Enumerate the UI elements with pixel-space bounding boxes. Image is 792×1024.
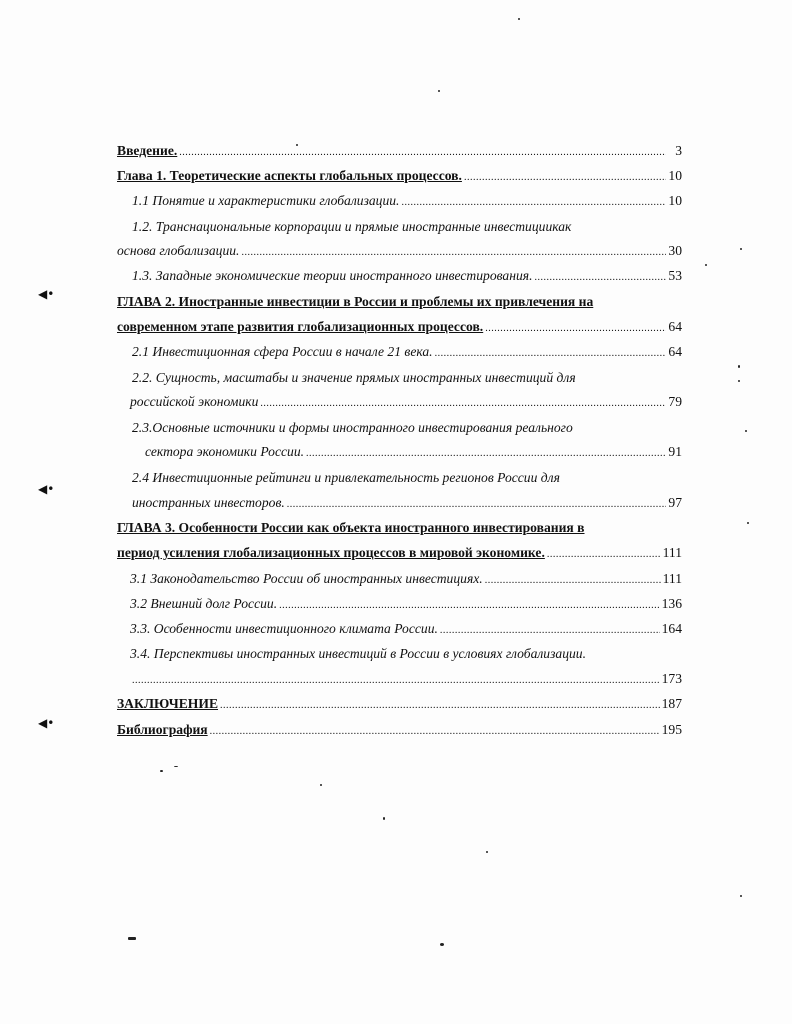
toc-page-number: 164 <box>661 621 682 636</box>
toc-page-number: 10 <box>668 168 682 183</box>
dot-leader <box>306 441 666 465</box>
toc-page-number: 111 <box>662 545 682 560</box>
toc-entry-label: Глава 1. Теоретические аспекты глобальных процессов. <box>117 168 462 183</box>
toc-entry-3-4-line1[interactable] <box>130 643 682 665</box>
dot-leader <box>485 568 661 592</box>
dot-leader <box>210 719 660 743</box>
scan-speck <box>320 784 322 786</box>
toc-page-number: 136 <box>661 596 682 611</box>
scan-speck <box>518 18 520 20</box>
toc-page-number: 97 <box>668 495 682 510</box>
dot-leader <box>401 190 666 214</box>
toc-entry-label: ГЛАВА 3. Особенности России как объекта иностранного инвестирования в <box>117 520 585 535</box>
toc-entry-label: период усиления глобализационных процессов в мировой экономике. <box>117 545 545 560</box>
dot-leader <box>287 492 666 516</box>
toc-entry-chapter-2-line1[interactable] <box>117 291 682 313</box>
toc-entry-3-2[interactable] <box>130 593 682 615</box>
scan-speck <box>160 770 163 772</box>
toc-entry-label: 3.3. Особенности инвестиционного климата России. <box>130 621 438 636</box>
toc-page-number: 64 <box>668 344 682 359</box>
toc-page-number: 30 <box>668 243 682 258</box>
scan-speck <box>705 264 707 266</box>
toc-entry-label: 1.1 Понятие и характеристики глобализации. <box>132 193 400 208</box>
dot-leader <box>220 693 660 717</box>
toc-entry-2-4-line1[interactable] <box>132 467 682 489</box>
toc-page-number: 91 <box>668 444 682 459</box>
dot-leader <box>440 618 660 642</box>
dot-leader <box>534 265 666 289</box>
scan-speck <box>383 817 385 820</box>
toc-entry-2-2-line1[interactable] <box>132 367 682 389</box>
toc-entry-label: 3.4. Перспективы иностранных инвестиций в России в условиях глобализации. <box>130 646 586 661</box>
toc-entry-label: основа глобализации. <box>117 243 240 258</box>
toc-entry-bibliography[interactable] <box>117 719 682 741</box>
toc-page-number: 79 <box>668 394 682 409</box>
scan-speck <box>128 937 136 940</box>
toc-entry-2-3-line2[interactable] <box>145 441 682 463</box>
dot-leader <box>132 668 660 692</box>
toc-entry-label: 2.3.Основные источники и формы иностранного инвестирования реального <box>132 420 573 435</box>
scan-speck <box>440 943 444 946</box>
toc-page-number: 53 <box>668 268 682 283</box>
dot-leader <box>241 240 666 264</box>
scan-speck <box>740 248 742 250</box>
toc-entry-3-3[interactable] <box>130 618 682 640</box>
toc-entry-label: 2.2. Сущность, масштабы и значение прямых иностранных инвестиций для <box>132 370 576 385</box>
toc-entry-2-1[interactable] <box>132 341 682 363</box>
scan-speck <box>486 851 488 853</box>
scan-speck <box>740 895 742 897</box>
dot-leader <box>547 542 661 566</box>
toc-entry-label: 1.3. Западные экономические теории иностранного инвестирования. <box>132 268 533 283</box>
toc-entry-label: современном этапе развития глобализационных процессов. <box>117 319 484 334</box>
toc-entry-label: сектора экономики России. <box>145 444 305 459</box>
dot-leader <box>464 165 666 189</box>
toc-entry-label: ГЛАВА 2. Иностранные инвестиции в России и проблемы их привлечения на <box>117 294 594 309</box>
toc-entry-label: Введение. <box>117 143 178 158</box>
dot-leader <box>485 316 666 340</box>
toc-entry-2-3-line1[interactable] <box>132 417 682 439</box>
toc-entry-label: 1.2. Транснациональные корпорации и прямые иностранные инвестициикак <box>132 219 572 234</box>
toc-entry-3-4-line2[interactable] <box>132 668 682 690</box>
scan-speck <box>738 380 740 382</box>
toc-page-number: 195 <box>661 722 682 737</box>
toc-entry-label: Библиография <box>117 722 208 737</box>
toc-entry-2-4-line2[interactable] <box>132 492 682 514</box>
dot-leader <box>260 391 666 415</box>
toc-page-number: 111 <box>662 571 682 586</box>
toc-entry-label: 3.2 Внешний долг России. <box>130 596 278 611</box>
dot-leader <box>435 341 666 365</box>
toc-page-number: 3 <box>675 143 682 158</box>
scan-speck <box>438 90 440 92</box>
toc-entry-1-2-line2[interactable] <box>117 240 682 262</box>
toc-page-number: 173 <box>661 671 682 686</box>
toc-entry-conclusion[interactable] <box>117 693 682 715</box>
toc-entry-chapter-3-line1[interactable] <box>117 517 682 539</box>
scan-speck <box>738 365 740 368</box>
toc-page-number: 187 <box>661 696 682 711</box>
toc-entry-1-1[interactable] <box>132 190 682 212</box>
dot-leader <box>179 140 666 164</box>
toc-entry-label: 2.1 Инвестиционная сфера России в начале 21 века. <box>132 344 433 359</box>
binder-hole-mark: ◀• <box>38 716 55 730</box>
scan-speck <box>174 766 178 767</box>
toc-entry-chapter-3-line2[interactable] <box>117 542 682 564</box>
toc-entry-label: ЗАКЛЮЧЕНИЕ <box>117 696 219 711</box>
scan-speck <box>747 522 749 524</box>
binder-hole-mark: ◀• <box>38 482 55 496</box>
toc-entry-3-1[interactable] <box>130 568 682 590</box>
toc-entry-chapter-1[interactable] <box>117 165 682 187</box>
toc-entry-label: российской экономики <box>130 394 259 409</box>
scan-speck <box>296 144 298 146</box>
toc-page-number: 64 <box>668 319 682 334</box>
scan-speck <box>745 430 747 432</box>
toc-entry-intro[interactable] <box>117 140 682 162</box>
toc-entry-label: 3.1 Законодательство России об иностранных инвестициях. <box>130 571 483 586</box>
dot-leader <box>279 593 660 617</box>
toc-entry-1-2-line1[interactable] <box>132 216 682 238</box>
toc-page-number: 10 <box>668 193 682 208</box>
toc-entry-chapter-2-line2[interactable] <box>117 316 682 338</box>
toc-entry-1-3[interactable] <box>132 265 682 287</box>
toc-entry-label: иностранных инвесторов. <box>132 495 285 510</box>
binder-hole-mark: ◀• <box>38 287 55 301</box>
toc-entry-label: 2.4 Инвестиционные рейтинги и привлекательность регионов России для <box>132 470 560 485</box>
toc-entry-2-2-line2[interactable] <box>130 391 682 413</box>
